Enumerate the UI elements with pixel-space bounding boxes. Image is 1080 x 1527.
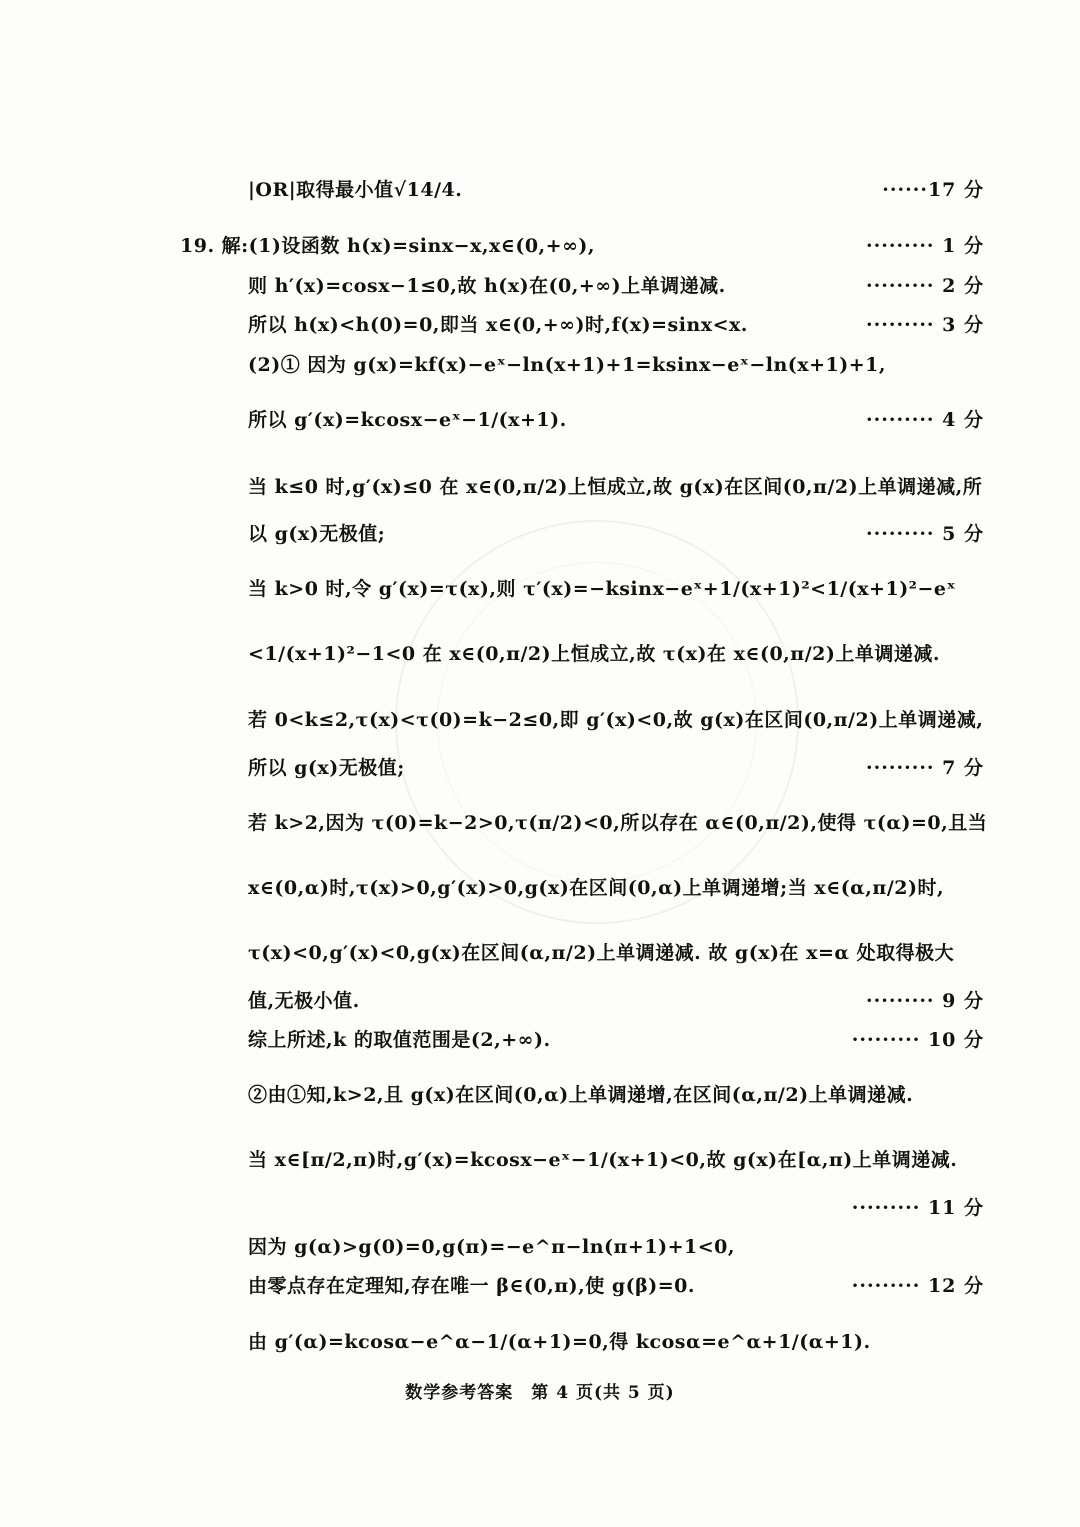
line-11 — [248, 696, 988, 730]
line-score: ········· 2 分 — [866, 275, 984, 297]
line-score: ········· 12 分 — [851, 1275, 984, 1297]
line-text: 由 g′(α)=kcosα−e^α−1/(α+1)=0,得 kcosα=e^α+1/(α+1). — [248, 1331, 871, 1353]
line-4 — [248, 309, 988, 335]
line-text: 当 k≤0 时,g′(x)≤0 在 x∈(0,π/2)上恒成立,故 g(x)在区间(0,π/2)上单调递减,所 — [248, 476, 983, 498]
line-21 — [248, 1231, 988, 1257]
line-text: 因为 g(α)>g(0)=0,g(π)=−e^π−ln(π+1)+1<0, — [248, 1236, 735, 1258]
line-text: τ(x)<0,g′(x)<0,g(x)在区间(α,π/2)上单调递减. 故 g(x)在 x=α 处取得极大 — [248, 942, 955, 964]
line-12 — [248, 752, 988, 778]
line-16 — [248, 985, 988, 1011]
line-score: ········· 4 分 — [866, 409, 984, 431]
line-score: ········· 11 分 — [851, 1197, 984, 1219]
line-text: 当 x∈[π/2,π)时,g′(x)=kcosx−eˣ−1/(x+1)<0,故 g(x)在[α,π)上单调递减. — [248, 1149, 958, 1171]
line-score: ········· 3 分 — [866, 314, 984, 336]
line-15 — [248, 929, 988, 963]
line-text: 若 0<k≤2,τ(x)<τ(0)=k−2≤0,即 g′(x)<0,故 g(x)在区间(0,π/2)上单调递减, — [248, 709, 984, 731]
line-20 — [248, 1192, 988, 1218]
line-text: 所以 g′(x)=kcosx−eˣ−1/(x+1). — [248, 409, 567, 431]
line-text: 以 g(x)无极值; — [248, 523, 386, 545]
line-6 — [248, 396, 988, 430]
line-text: 若 k>2,因为 τ(0)=k−2>0,τ(π/2)<0,所以存在 α∈(0,π/2),使得 τ(α)=0,且当 — [248, 812, 988, 834]
line-text: 19. 解:(1)设函数 h(x)=sinx−x,x∈(0,+∞), — [180, 235, 596, 257]
line-text: 当 k>0 时,令 g′(x)=τ(x),则 τ′(x)=−ksinx−eˣ+1/(x+1)²<1/(x+1)²−eˣ — [248, 578, 957, 600]
line-score: ········· 5 分 — [866, 523, 984, 545]
line-text: 所以 g(x)无极值; — [248, 757, 405, 779]
line-text: 所以 h(x)<h(0)=0,即当 x∈(0,+∞)时,f(x)=sinx<x. — [248, 314, 748, 336]
line-score: ········· 1 分 — [866, 235, 984, 257]
line-22 — [248, 1270, 988, 1296]
line-8 — [248, 518, 988, 544]
line-14 — [248, 864, 988, 898]
line-score: ········· 7 分 — [866, 757, 984, 779]
line-text: x∈(0,α)时,τ(x)>0,g′(x)>0,g(x)在区间(0,α)上单调递增;当 x∈(α,π/2)时, — [248, 877, 945, 899]
line-7 — [248, 463, 988, 497]
line-18 — [248, 1071, 988, 1105]
line-9 — [248, 565, 988, 599]
line-10 — [248, 630, 988, 664]
line-19 — [248, 1136, 988, 1170]
line-5 — [248, 349, 988, 375]
line-text: 则 h′(x)=cosx−1≤0,故 h(x)在(0,+∞)上单调递减. — [248, 275, 726, 297]
line-score: ······17 分 — [882, 179, 984, 201]
line-text: 由零点存在定理知,存在唯一 β∈(0,π),使 g(β)=0. — [248, 1275, 695, 1297]
line-text: 综上所述,k 的取值范围是(2,+∞). — [248, 1029, 551, 1051]
line-text: |OR|取得最小值√14/4. — [248, 179, 463, 201]
line-score: ········· 10 分 — [851, 1029, 984, 1051]
page-footer: 数学参考答案 第 4 页(共 5 页) — [405, 1383, 675, 1403]
line-13 — [248, 799, 988, 833]
line-text: (2)① 因为 g(x)=kf(x)−eˣ−ln(x+1)+1=ksinx−eˣ−ln(x+1)+1, — [248, 354, 886, 376]
line-2 — [180, 230, 988, 256]
line-23 — [248, 1318, 988, 1352]
line-text: <1/(x+1)²−1<0 在 x∈(0,π/2)上恒成立,故 τ(x)在 x∈(0,π/2)上单调递减. — [248, 643, 940, 665]
line-3 — [248, 270, 988, 296]
line-score: ········· 9 分 — [866, 990, 984, 1012]
line-17 — [248, 1024, 988, 1050]
line-text: ②由①知,k>2,且 g(x)在区间(0,α)上单调递增,在区间(α,π/2)上单调递减. — [248, 1084, 914, 1106]
line-text: 值,无极小值. — [248, 990, 360, 1012]
line-1 — [248, 170, 988, 200]
